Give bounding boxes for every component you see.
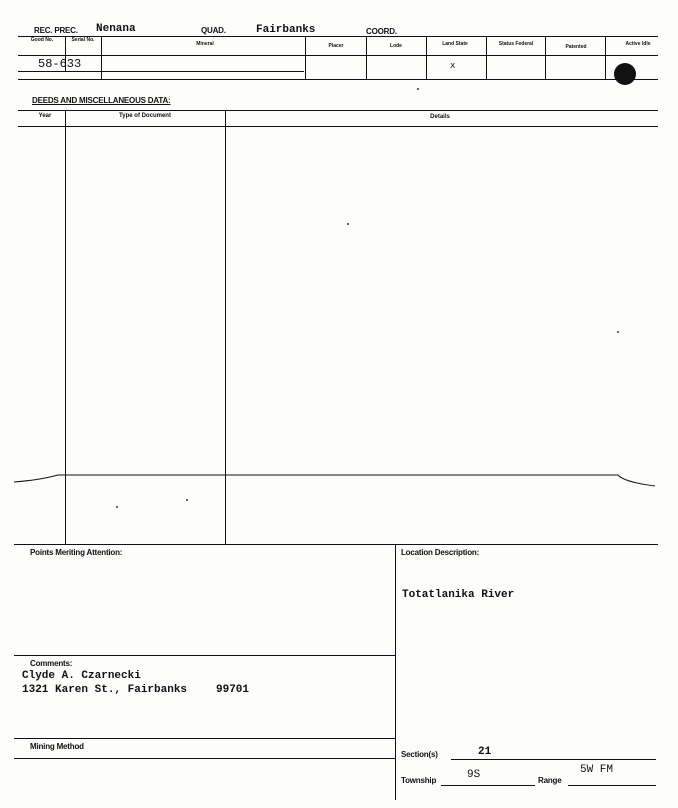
section-value: 21 (478, 746, 492, 758)
comments-label: Comments: (30, 659, 73, 668)
section-underline (451, 759, 656, 760)
header-rule-mid (18, 55, 658, 56)
good-no-value: 58-633 (38, 57, 82, 71)
col-placer: Placer (328, 43, 344, 49)
speck-5 (186, 499, 188, 501)
mining-label: Mining Method (30, 742, 84, 751)
col-divider-5 (426, 36, 427, 79)
comments-line2-street: 1321 Karen St., Fairbanks (22, 684, 188, 696)
deeds-rule-header (18, 126, 658, 127)
township-underline (441, 785, 535, 786)
deeds-year-header: Year (38, 113, 52, 119)
range-underline (568, 785, 656, 786)
rec-prec-label: REC. PREC. (34, 26, 78, 35)
comments-line1: Clyde A. Czarnecki (22, 670, 141, 682)
lower-divider (395, 544, 396, 800)
col-serial-no: Serial No. (71, 37, 95, 43)
speck-3 (617, 331, 619, 333)
speck-4 (116, 506, 118, 508)
land-state-mark: x (450, 61, 456, 71)
township-value: 9S (467, 769, 481, 781)
rec-prec-value: Nenana (96, 23, 136, 35)
quad-value: Fairbanks (256, 24, 316, 36)
active-idle-punch-hole (614, 63, 636, 85)
speck-2 (347, 223, 349, 225)
points-label: Points Meriting Attention: (30, 548, 123, 557)
col-divider-6 (486, 36, 487, 79)
speck-1 (417, 88, 419, 90)
lower-rule-top (14, 544, 658, 545)
range-value: 5W FM (580, 764, 614, 776)
header-rule-bottom (18, 79, 658, 80)
range-label: Range (538, 776, 562, 785)
deeds-rule-top (18, 110, 658, 111)
mining-rule (14, 738, 396, 739)
header-rule-bottom-left (18, 71, 304, 72)
col-land-state: Land State (442, 41, 468, 47)
comments-rule (14, 655, 396, 656)
fold-line (0, 462, 678, 494)
deeds-details-header: Details (430, 114, 450, 120)
col-status-federal: Status Federal (498, 41, 534, 47)
col-divider-7 (545, 36, 546, 79)
quad-label: QUAD. (201, 26, 226, 35)
location-label: Location Description: (401, 548, 480, 557)
deeds-type-header: Type of Document (119, 113, 171, 119)
township-label: Township (401, 776, 437, 785)
col-good-no: Good No. (30, 37, 54, 43)
col-divider-2 (101, 36, 102, 79)
col-divider-3 (305, 36, 306, 79)
location-value: Totatlanika River (402, 589, 515, 601)
col-patented: Patented (565, 44, 587, 50)
col-divider-8 (605, 36, 606, 79)
col-mineral: Mineral (196, 41, 214, 47)
col-divider-4 (366, 36, 367, 79)
col-active-idle: Active Idle (625, 41, 651, 47)
coord-label: COORD. (366, 27, 397, 36)
deeds-section-title: DEEDS AND MISCELLANEOUS DATA: (32, 96, 171, 105)
section-label: Section(s) (401, 750, 438, 759)
mining-rule-bottom (14, 758, 396, 759)
header-rule-top (18, 36, 658, 37)
comments-line2-zip: 99701 (216, 684, 250, 696)
col-lode: Lode (390, 43, 402, 49)
